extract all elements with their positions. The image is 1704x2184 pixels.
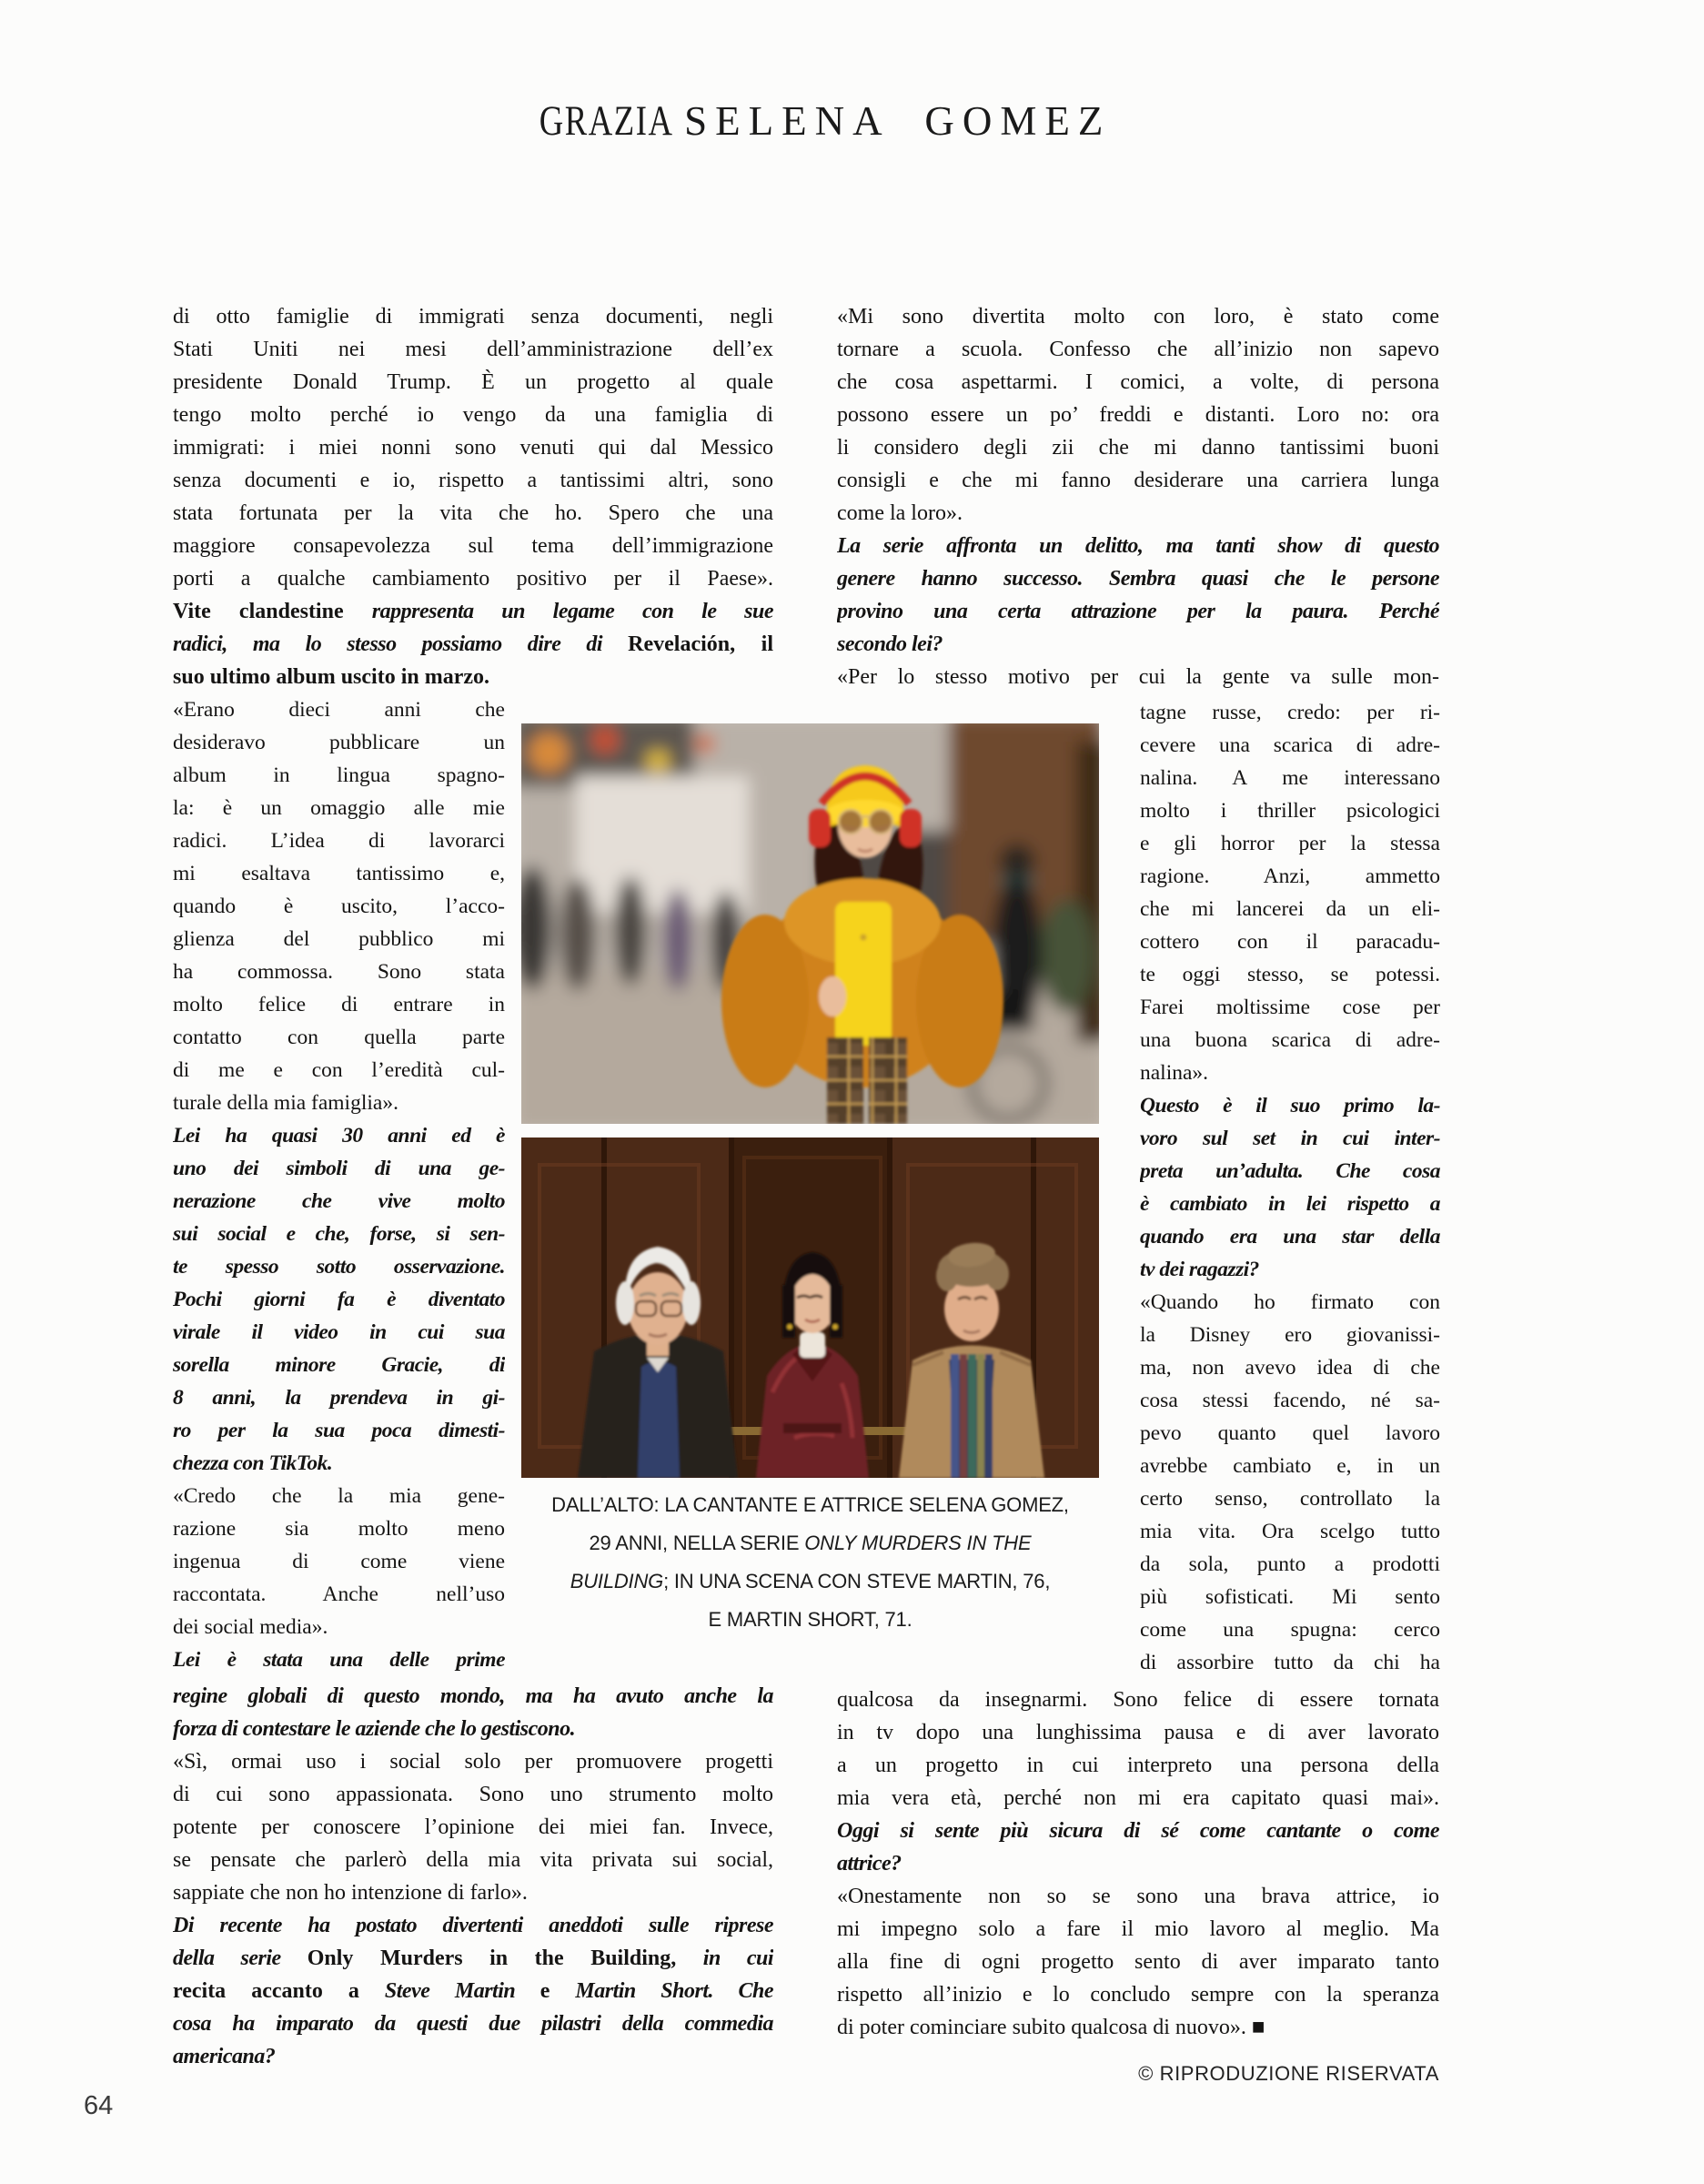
- page-number: 64: [84, 2091, 114, 2120]
- text-line: te spesso sotto osservazione.: [173, 1255, 505, 1279]
- text-line: di poter cominciare subito qualcosa di nuovo». ■: [837, 2016, 1265, 2039]
- text-line: glienza del pubblico mi: [173, 927, 505, 951]
- text-line: mi esaltava tantissimo e,: [173, 862, 505, 885]
- text-line: nerazione che vive molto: [173, 1189, 505, 1213]
- text-line: mia vita. Ora scelgo tutto: [1140, 1520, 1440, 1543]
- text-line: Di recente ha postato divertenti aneddoti sulle riprese: [173, 1914, 773, 1937]
- text-line: 29 ANNI, NELLA SERIE ONLY MURDERS IN THE: [589, 1532, 1032, 1554]
- text-line: cevere una scarica di adre-: [1140, 733, 1440, 757]
- text-line: porti a qualche cambiamento positivo per il Paese».: [173, 567, 773, 591]
- text-line: mia vera età, perché non mi era capitato quasi mai».: [837, 1786, 1439, 1810]
- column-right-narrow: [1140, 696, 1440, 1679]
- photo-selena-street: [521, 723, 1099, 1124]
- text-line: desideravo pubblicare un: [173, 731, 505, 754]
- column-left-top: [173, 300, 773, 693]
- text-line: provino una certa attrazione per la paura. Perché: [837, 600, 1439, 623]
- section-title: SELENA GOMEZ: [684, 98, 1112, 144]
- text-line: avrebbe cambiato e, in un: [1140, 1454, 1440, 1478]
- text-line: della serie Only Murders in the Building, in cui: [173, 1946, 773, 1970]
- text-line: Pochi giorni fa è diventato: [173, 1288, 505, 1311]
- text-line: secondo lei?: [837, 632, 943, 656]
- text-line: Questo è il suo primo la-: [1140, 1094, 1440, 1117]
- text-line: molto felice di entrare in: [173, 993, 505, 1016]
- text-line: sorella minore Gracie, di: [173, 1353, 505, 1377]
- text-line: molto i thriller psicologici: [1140, 799, 1440, 823]
- text-line: E MARTIN SHORT, 71.: [708, 1608, 912, 1631]
- text-line: immigrati: i miei nonni sono venuti qui dal Messico: [173, 436, 773, 460]
- text-line: La serie affronta un delitto, ma tanti show di questo: [837, 534, 1439, 558]
- text-line: regine globali di questo mondo, ma ha avuto anche la: [173, 1684, 773, 1708]
- text-line: la: è un omaggio alle mie: [173, 796, 505, 820]
- text-line: ma, non avevo idea di che: [1140, 1356, 1440, 1380]
- text-line: è cambiato in lei rispetto a: [1140, 1192, 1440, 1216]
- photo-omitb-scene: [521, 1138, 1099, 1478]
- text-line: di cui sono appassionata. Sono uno strumento molto: [173, 1783, 773, 1806]
- text-line: genere hanno successo. Sembra quasi che le persone: [837, 567, 1439, 591]
- text-line: a un progetto in cui interpreto una persona della: [837, 1754, 1439, 1777]
- text-line: Lei ha quasi 30 anni ed è: [173, 1124, 505, 1148]
- column-left-bottom: [173, 1680, 773, 2073]
- text-line: recita accanto a Steve Martin e Martin Short. Che: [173, 1979, 773, 2003]
- text-line: 8 anni, la prendeva in gi-: [173, 1386, 505, 1410]
- text-line: Vite clandestine rappresenta un legame con le sue: [173, 600, 773, 623]
- photo-caption: [521, 1486, 1099, 1639]
- text-line: pevo quanto quel lavoro: [1140, 1421, 1440, 1445]
- text-line: qualcosa da insegnarmi. Sono felice di essere tornata: [837, 1688, 1439, 1712]
- text-line: potente per conoscere l’opinione dei miei fan. Invece,: [173, 1815, 773, 1839]
- text-line: «Credo che la mia gene-: [173, 1484, 505, 1508]
- column-right-bottom: [837, 1684, 1439, 2044]
- text-line: da sola, punto a prodotti: [1140, 1552, 1440, 1576]
- text-line: stata fortunata per la vita che ho. Spero che una: [173, 501, 773, 525]
- column-right-top: [837, 300, 1439, 693]
- text-line: ingenua di come viene: [173, 1550, 505, 1573]
- text-line: DALL’ALTO: LA CANTANTE E ATTRICE SELENA GOMEZ,: [551, 1493, 1069, 1516]
- text-line: album in lingua spagno-: [173, 763, 505, 787]
- text-line: nalina».: [1140, 1061, 1209, 1085]
- text-line: Oggi si sente più sicura di sé come cantante o come: [837, 1819, 1439, 1843]
- column-left-narrow: [173, 693, 505, 1676]
- text-line: cottero con il paracadu-: [1140, 930, 1440, 954]
- text-line: raccontata. Anche nell’uso: [173, 1582, 505, 1606]
- text-line: ha commossa. Sono stata: [173, 960, 505, 984]
- text-line: «Per lo stesso motivo per cui la gente va sulle mon-: [837, 665, 1439, 689]
- magazine-logo: GRAZIA: [539, 97, 674, 145]
- text-line: radici. L’idea di lavorarci: [173, 829, 505, 853]
- headphone-cup-right: [900, 809, 922, 847]
- text-line: e gli horror per la stessa: [1140, 832, 1440, 855]
- plaid-trousers: [827, 1037, 863, 1124]
- text-line: che mi lancerei da un eli-: [1140, 897, 1440, 921]
- text-line: turale della mia famiglia».: [173, 1091, 398, 1115]
- text-line: di assorbire tutto da chi ha: [1140, 1651, 1440, 1674]
- text-line: quando era una star della: [1140, 1225, 1440, 1249]
- text-line: presidente Donald Trump. È un progetto al quale: [173, 370, 773, 394]
- text-line: mi impegno solo a fare il mio lavoro al meglio. Ma: [837, 1917, 1439, 1941]
- text-line: una buona scarica di adre-: [1140, 1028, 1440, 1052]
- text-line: «Onestamente non so se sono una brava attrice, io: [837, 1885, 1439, 1908]
- text-line: rispetto all’inizio e lo concludo sempre con la speranza: [837, 1983, 1439, 2007]
- text-line: più sofisticati. Mi sento: [1140, 1585, 1440, 1609]
- text-line: «Mi sono divertita molto con loro, è stato come: [837, 305, 1439, 329]
- text-line: contatto con quella parte: [173, 1026, 505, 1049]
- text-line: quando è uscito, l’acco-: [173, 895, 505, 918]
- text-line: «Quando ho firmato con: [1140, 1290, 1440, 1314]
- text-line: che cosa aspettarmi. I comici, a volte, di persona: [837, 370, 1439, 394]
- text-line: come la loro».: [837, 501, 963, 525]
- text-line: ragione. Anzi, ammetto: [1140, 864, 1440, 888]
- copyright-notice: © RIPRODUZIONE RISERVATA: [1138, 2062, 1439, 2085]
- text-line: sappiate che non ho intenzione di farlo».: [173, 1881, 528, 1905]
- text-line: di otto famiglie di immigrati senza documenti, negli: [173, 305, 773, 329]
- text-line: suo ultimo album uscito in marzo.: [173, 665, 490, 689]
- text-line: Farei moltissime cose per: [1140, 996, 1440, 1019]
- text-line: preta un’adulta. Che cosa: [1140, 1159, 1440, 1183]
- text-line: «Erano dieci anni che: [173, 698, 505, 722]
- text-line: cosa stessi facendo, né sa-: [1140, 1389, 1440, 1412]
- text-line: li considero degli zii che mi danno tantissimi buoni: [837, 436, 1439, 460]
- text-line: possono essere un po’ freddi e distanti. Loro no: ora: [837, 403, 1439, 427]
- page-header: [173, 96, 1439, 146]
- text-line: ro per la sua poca dimesti-: [173, 1419, 505, 1442]
- text-line: consigli e che mi fanno desiderare una carriera lunga: [837, 469, 1439, 492]
- text-line: radici, ma lo stesso possiamo dire di Revelación, il: [173, 632, 773, 656]
- headphone-cup-left: [809, 809, 831, 847]
- text-line: senza documenti e io, rispetto a tantissimi altri, sono: [173, 469, 773, 492]
- text-line: di me e con l’eredità cul-: [173, 1058, 505, 1082]
- text-line: tornare a scuola. Confesso che all’inizio non sapevo: [837, 338, 1439, 361]
- series-scene-illustration: [521, 1138, 1099, 1478]
- text-line: tengo molto perché io vengo da una famiglia di: [173, 403, 773, 427]
- street-scene-illustration: [521, 723, 1099, 1124]
- text-line: certo senso, controllato la: [1140, 1487, 1440, 1511]
- text-line: voro sul set in cui inter-: [1140, 1127, 1440, 1150]
- text-line: maggiore consapevolezza sul tema dell’immigrazione: [173, 534, 773, 558]
- text-line: in tv dopo una lunghissima pausa e di aver lavorato: [837, 1721, 1439, 1744]
- text-line: virale il video in cui sua: [173, 1320, 505, 1344]
- text-line: Stati Uniti nei mesi dell’amministrazione dell’ex: [173, 338, 773, 361]
- sunglasses: [839, 810, 862, 834]
- text-line: americana?: [173, 2045, 276, 2068]
- text-line: alla fine di ogni progetto sento di aver imparato tanto: [837, 1950, 1439, 1974]
- text-line: uno dei simboli di una ge-: [173, 1157, 505, 1180]
- text-line: BUILDING; IN UNA SCENA CON STEVE MARTIN, 76,: [570, 1570, 1051, 1592]
- text-line: nalina. A me interessano: [1140, 766, 1440, 790]
- text-line: tagne russe, credo: per ri-: [1140, 701, 1440, 724]
- text-line: dei social media».: [173, 1615, 328, 1639]
- text-line: cosa ha imparato da questi due pilastri della commedia: [173, 2012, 773, 2036]
- text-line: la Disney ero giovanissi-: [1140, 1323, 1440, 1347]
- text-line: te oggi stesso, se potessi.: [1140, 963, 1440, 986]
- text-line: come una spugna: cerco: [1140, 1618, 1440, 1642]
- text-line: sui social e che, forse, si sen-: [173, 1222, 505, 1246]
- text-line: tv dei ragazzi?: [1140, 1258, 1259, 1281]
- text-line: se pensate che parlerò della mia vita privata sui social,: [173, 1848, 773, 1872]
- text-line: razione sia molto meno: [173, 1517, 505, 1541]
- text-line: forza di contestare le aziende che lo gestiscono.: [173, 1717, 576, 1741]
- text-line: Lei è stata una delle prime: [173, 1648, 505, 1672]
- text-line: chezza con TikTok.: [173, 1451, 333, 1475]
- text-line: attrice?: [837, 1852, 902, 1876]
- text-line: «Sì, ormai uso i social solo per promuovere progetti: [173, 1750, 773, 1774]
